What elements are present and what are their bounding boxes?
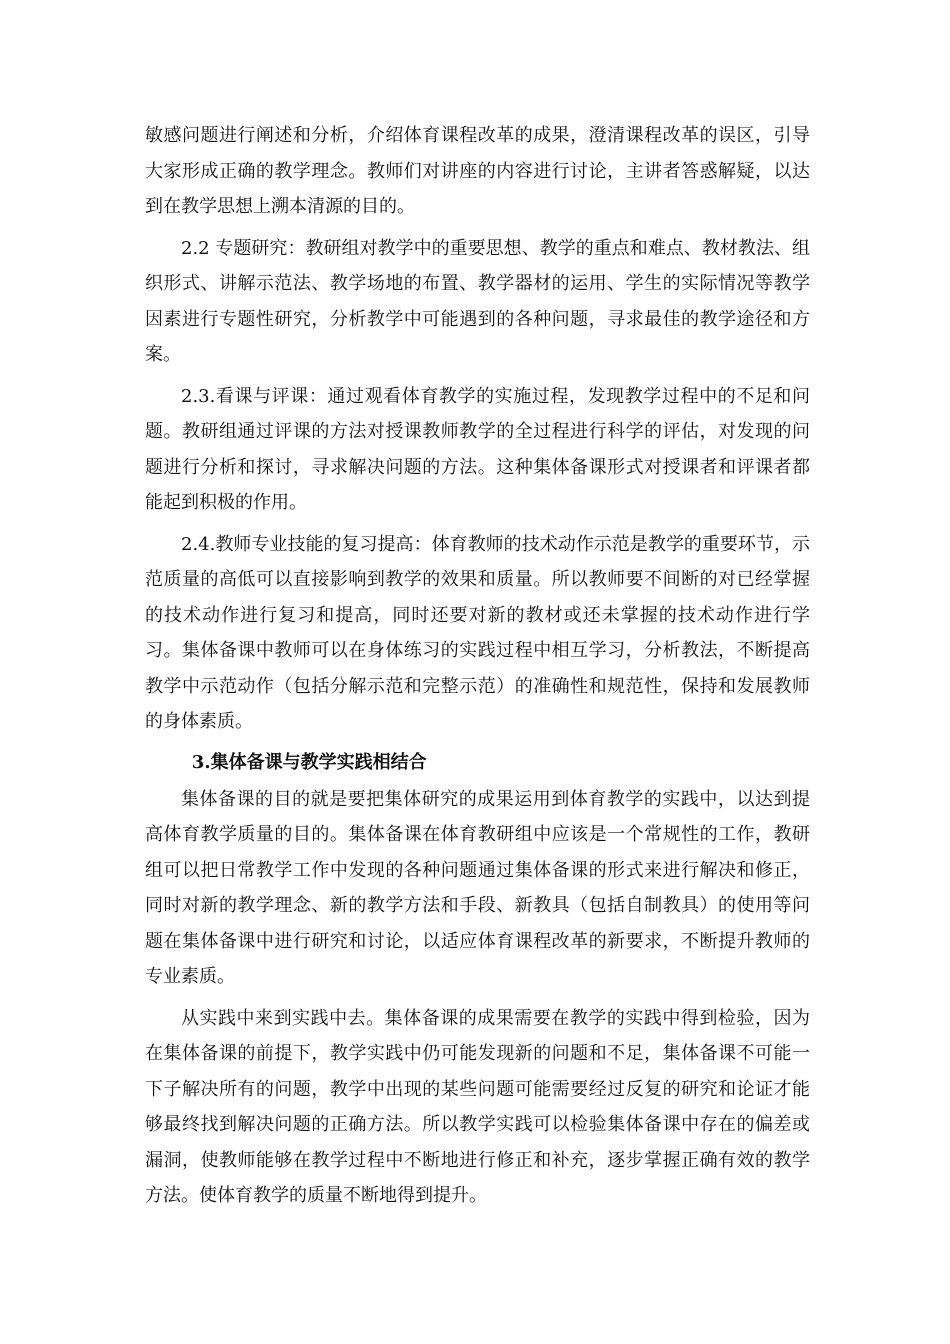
paragraph-continuation: 敏感问题进行阐述和分析，介绍体育课程改革的成果，澄清课程改革的误区，引导大家形成正确的教学理念。教师们对讲座的内容进行讨论，主讲者答惑解疑，以达到在教学思想上溯本清源的目的。	[145, 125, 810, 217]
paragraph-lesson-observation: 2.3.看课与评课：通过观看体育教学的实施过程，发现教学过程中的不足和问题。教研组通过评课的方法对授课教师教学的全过程进行科学的评估，对发现的问题进行分析和探讨，寻求解决问题的方法。这种集体备课形式对授课者和评课者都能起到积极的作用。	[145, 385, 810, 513]
paragraph-practice-to-practice: 从实践中来到实践中去。集体备课的成果需要在教学的实践中得到检验，因为在集体备课的前提下，教学实践中仍可能发现新的问题和不足，集体备课不可能一下子解决所有的问题，教学中出现的某些问题可能需要经过反复的研究和论证才能够最终找到解决问题的正确方法。所以教学实践可以检验集体备课中存在的偏差或漏洞，使教师能够在教学过程中不断地进行修正和补充，逐步掌握正确有效的教学方法。使体育教学的质量不断地得到提升。	[145, 1007, 810, 1206]
document-body	[145, 118, 810, 1220]
section-heading: 3.集体备课与教学实践相结合	[191, 751, 427, 773]
paragraph-skill-improvement: 2.4.教师专业技能的复习提高：体育教师的技术动作示范是教学的重要环节，示范质量的高低可以直接影响到教学的效果和质量。所以教师要不间断的对已经掌握的技术动作进行复习和提高，同时还要对新的教材或还未掌握的技术动作进行学习。集体备课中教师可以在身体练习的实践过程中相互学习，分析教法，不断提高教学中示范动作（包括分解示范和完整示范）的准确性和规范性，保持和发展教师的身体素质。	[145, 533, 810, 732]
paragraph-collective-prep-purpose: 集体备课的目的就是要把集体研究的成果运用到体育教学的实践中，以达到提高体育教学质量的目的。集体备课在体育教研组中应该是一个常规性的工作，教研组可以把日常教学工作中发现的各种问题通过集体备课的形式来进行解决和修正，同时对新的教学理念、新的教学方法和手段、新教具（包括自制教具）的使用等问题在集体备课中进行研究和讨论，以适应体育课程改革的新要求，不断提升教师的专业素质。	[145, 788, 810, 987]
paragraph-topic-research: 2.2 专题研究：教研组对教学中的重要思想、教学的重点和难点、教材教法、组织形式、讲解示范法、教学场地的布置、教学器材的运用、学生的实际情况等教学因素进行专题性研究，分析教学中可能遇到的各种问题，寻求最佳的教学途径和方案。	[145, 237, 810, 365]
